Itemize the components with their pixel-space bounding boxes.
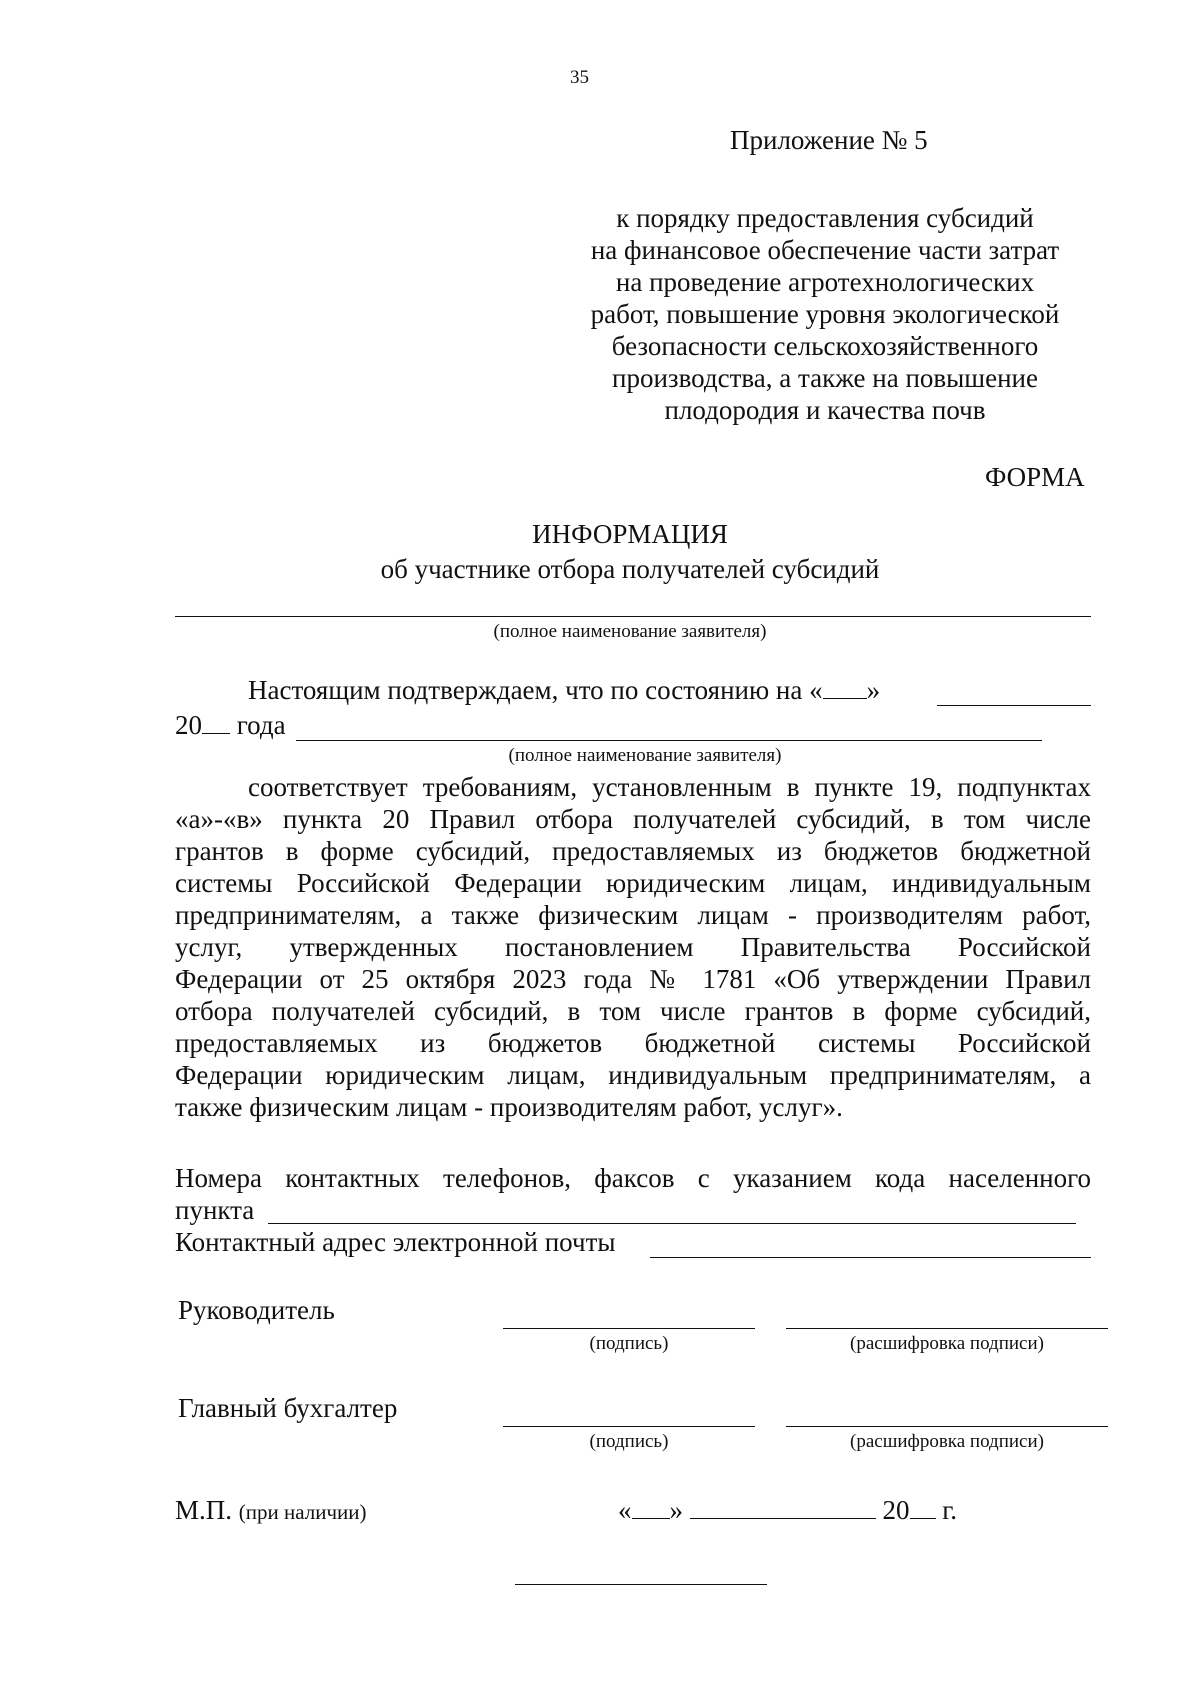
head-decoding-caption: (расшифровка подписи) xyxy=(850,1333,1044,1354)
date-month-blank[interactable] xyxy=(690,1496,876,1519)
accountant-decoding-line[interactable] xyxy=(786,1426,1108,1427)
document-heading: ИНФОРМАЦИЯ xyxy=(532,519,728,549)
appendix-line: безопасности сельскохозяйственного xyxy=(611,331,1039,361)
head-signature-line[interactable] xyxy=(503,1328,755,1329)
stamp-mark: М.П. xyxy=(175,1495,233,1525)
appendix-line: на финансовое обеспечение части затрат xyxy=(590,235,1060,265)
appendix-line: к порядку предоставления субсидий xyxy=(616,203,1034,233)
accountant-decoding-caption: (расшифровка подписи) xyxy=(850,1431,1044,1452)
head-decoding-line[interactable] xyxy=(786,1328,1108,1329)
confirm-year-suffix: года xyxy=(236,710,286,740)
form-label: ФОРМА xyxy=(985,462,1085,492)
body-paragraph xyxy=(175,771,1091,1123)
confirm-month-line[interactable] xyxy=(937,705,1091,706)
appendix-block xyxy=(560,202,1090,426)
body-line-last: также физическим лицам - производителям работ, услуг». xyxy=(175,1092,843,1122)
contact-phones-label: Номера контактных телефонов, факсов с указанием кода населенного xyxy=(175,1163,1091,1193)
date-open-quote: « xyxy=(618,1495,632,1525)
date-year-blank[interactable] xyxy=(910,1496,936,1519)
body-line: предпринимателям, а также физическим лицам - производителям работ, xyxy=(175,900,1091,930)
date-year-suffix: г. xyxy=(942,1495,958,1525)
body-line: «а»-«в» пункта 20 Правил отбора получателей субсидий, в том числе xyxy=(175,804,1091,834)
confirm-year-prefix: 20 xyxy=(175,710,202,740)
body-line: соответствует требованиям, установленным в пункте 19, подпунктах xyxy=(248,772,1091,802)
body-line: отбора получателей субсидий, в том числе грантов в форме субсидий, xyxy=(175,996,1091,1026)
accountant-signature-caption: (подпись) xyxy=(589,1431,669,1452)
appendix-line: на проведение агротехнологических xyxy=(615,267,1035,297)
page-number: 35 xyxy=(570,67,589,88)
appendix-line: производства, а также на повышение xyxy=(612,363,1038,393)
confirm-line xyxy=(248,674,880,706)
accountant-label: Главный бухгалтер xyxy=(178,1393,398,1423)
applicant-caption: (полное наименование заявителя) xyxy=(493,621,767,642)
body-line: системы Российской Федерации юридическим лицам, индивидуальным xyxy=(175,868,1091,898)
confirm-year-blank[interactable] xyxy=(202,711,230,734)
stamp-note: (при наличии) xyxy=(238,1500,367,1524)
contact-email-label: Контактный адрес электронной почты xyxy=(175,1227,616,1257)
contact-phones-line[interactable] xyxy=(268,1223,1076,1224)
accountant-signature-line[interactable] xyxy=(503,1426,755,1427)
head-label: Руководитель xyxy=(178,1295,335,1325)
appendix-line: работ, повышение уровня экологической xyxy=(590,299,1060,329)
document-subheading: об участнике отбора получателей субсидий xyxy=(380,554,880,584)
date-close-quote: » xyxy=(669,1495,683,1525)
confirm-quote-close: » xyxy=(866,675,881,705)
confirm-day-blank[interactable] xyxy=(823,676,867,699)
body-line: Федерации от 25 октября 2023 года № 1781 «Об утверждении Правил xyxy=(175,964,1091,994)
body-line: грантов в форме субсидий, предоставляемых из бюджетов бюджетной xyxy=(175,836,1091,866)
date-year-prefix: 20 xyxy=(882,1495,910,1525)
bottom-rule xyxy=(515,1584,767,1585)
date-day-blank[interactable] xyxy=(632,1496,670,1519)
stamp-date xyxy=(618,1494,957,1526)
confirm-text: Настоящим подтверждаем, что по состоянию на « xyxy=(248,675,823,705)
appendix-title: Приложение № 5 xyxy=(730,125,928,155)
contact-phones-label-2: пункта xyxy=(175,1195,255,1225)
applicant-name-line-2[interactable] xyxy=(296,740,1042,741)
applicant-name-line[interactable] xyxy=(175,616,1091,617)
applicant-caption-2: (полное наименование заявителя) xyxy=(508,745,782,766)
body-line: Федерации юридическим лицам, индивидуальным предпринимателям, а xyxy=(175,1060,1091,1090)
contact-email-line[interactable] xyxy=(650,1257,1091,1258)
body-line: предоставляемых из бюджетов бюджетной системы Российской xyxy=(175,1028,1091,1058)
head-signature-caption: (подпись) xyxy=(589,1333,669,1354)
confirm-year-line xyxy=(175,709,286,741)
stamp-label xyxy=(175,1494,366,1528)
body-line: услуг, утвержденных постановлением Правительства Российской xyxy=(175,932,1091,962)
appendix-line: плодородия и качества почв xyxy=(664,395,986,425)
